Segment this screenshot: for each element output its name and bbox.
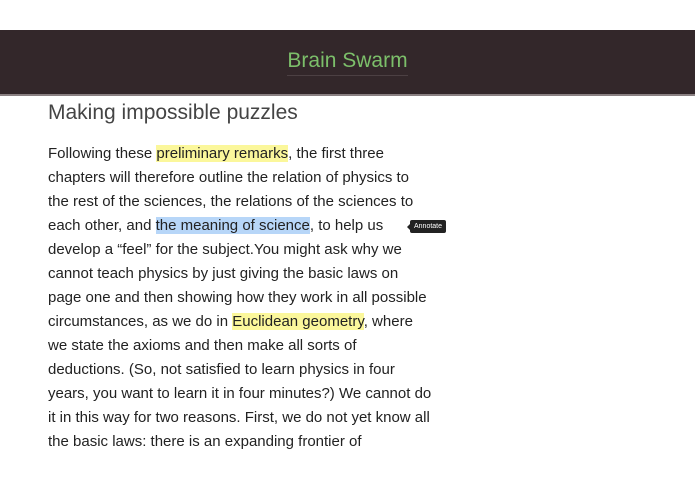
text-line: [48, 142, 468, 166]
text-segment: deductions. (So, not satisfied to learn physics in four: [48, 361, 395, 378]
text-line: [48, 358, 468, 382]
text-line: [48, 190, 468, 214]
text-segment: cannot teach physics by just giving the basic laws on: [48, 265, 399, 282]
text-segment: develop a “feel” for the subject.You might ask why we: [48, 241, 402, 258]
text-line: [48, 214, 468, 238]
text-segment: , to help us: [309, 217, 384, 234]
text-line: [48, 430, 468, 454]
highlight[interactable]: preliminary remarks: [156, 145, 289, 162]
article-heading-text: Making impossible puzzles: [48, 101, 298, 124]
text-line: [48, 310, 468, 334]
highlight[interactable]: Euclidean geometry: [232, 313, 364, 330]
text-segment: circumstances, as we do in: [48, 313, 233, 330]
article-heading: [48, 100, 648, 126]
text-line: [48, 406, 468, 430]
annotate-tooltip[interactable]: Annotate: [410, 220, 446, 233]
text-line: [48, 382, 468, 406]
text-line: [48, 262, 468, 286]
text-segment: we state the axioms and then make all sorts of: [48, 337, 357, 354]
text-segment: the basic laws: there is an expanding frontier of: [48, 433, 362, 450]
text-segment: chapters will therefore outline the relation of physics to: [48, 169, 410, 186]
text-segment: the rest of the sciences, the relations of the sciences to: [48, 193, 414, 210]
text-line: [48, 238, 468, 262]
text-line: [48, 286, 468, 310]
text-segment: each other, and: [48, 217, 156, 234]
brand-link[interactable]: Brain Swarm: [287, 49, 407, 76]
text-segment: page one and then showing how they work in all possible: [48, 289, 427, 306]
article-body[interactable]: [48, 142, 468, 454]
text-segment: it in this way for two reasons. First, we do not yet know all: [48, 409, 430, 426]
selected-text[interactable]: the meaning of science: [155, 217, 310, 234]
text-segment: years, you want to learn it in four minutes?) We cannot do: [48, 385, 432, 402]
site-header: [0, 30, 695, 96]
text-segment: , the first three: [288, 145, 384, 162]
text-line: [48, 166, 468, 190]
top-margin: [0, 0, 695, 30]
text-segment: , where: [363, 313, 413, 330]
text-line: [48, 334, 468, 358]
text-segment: Following these: [48, 145, 157, 162]
